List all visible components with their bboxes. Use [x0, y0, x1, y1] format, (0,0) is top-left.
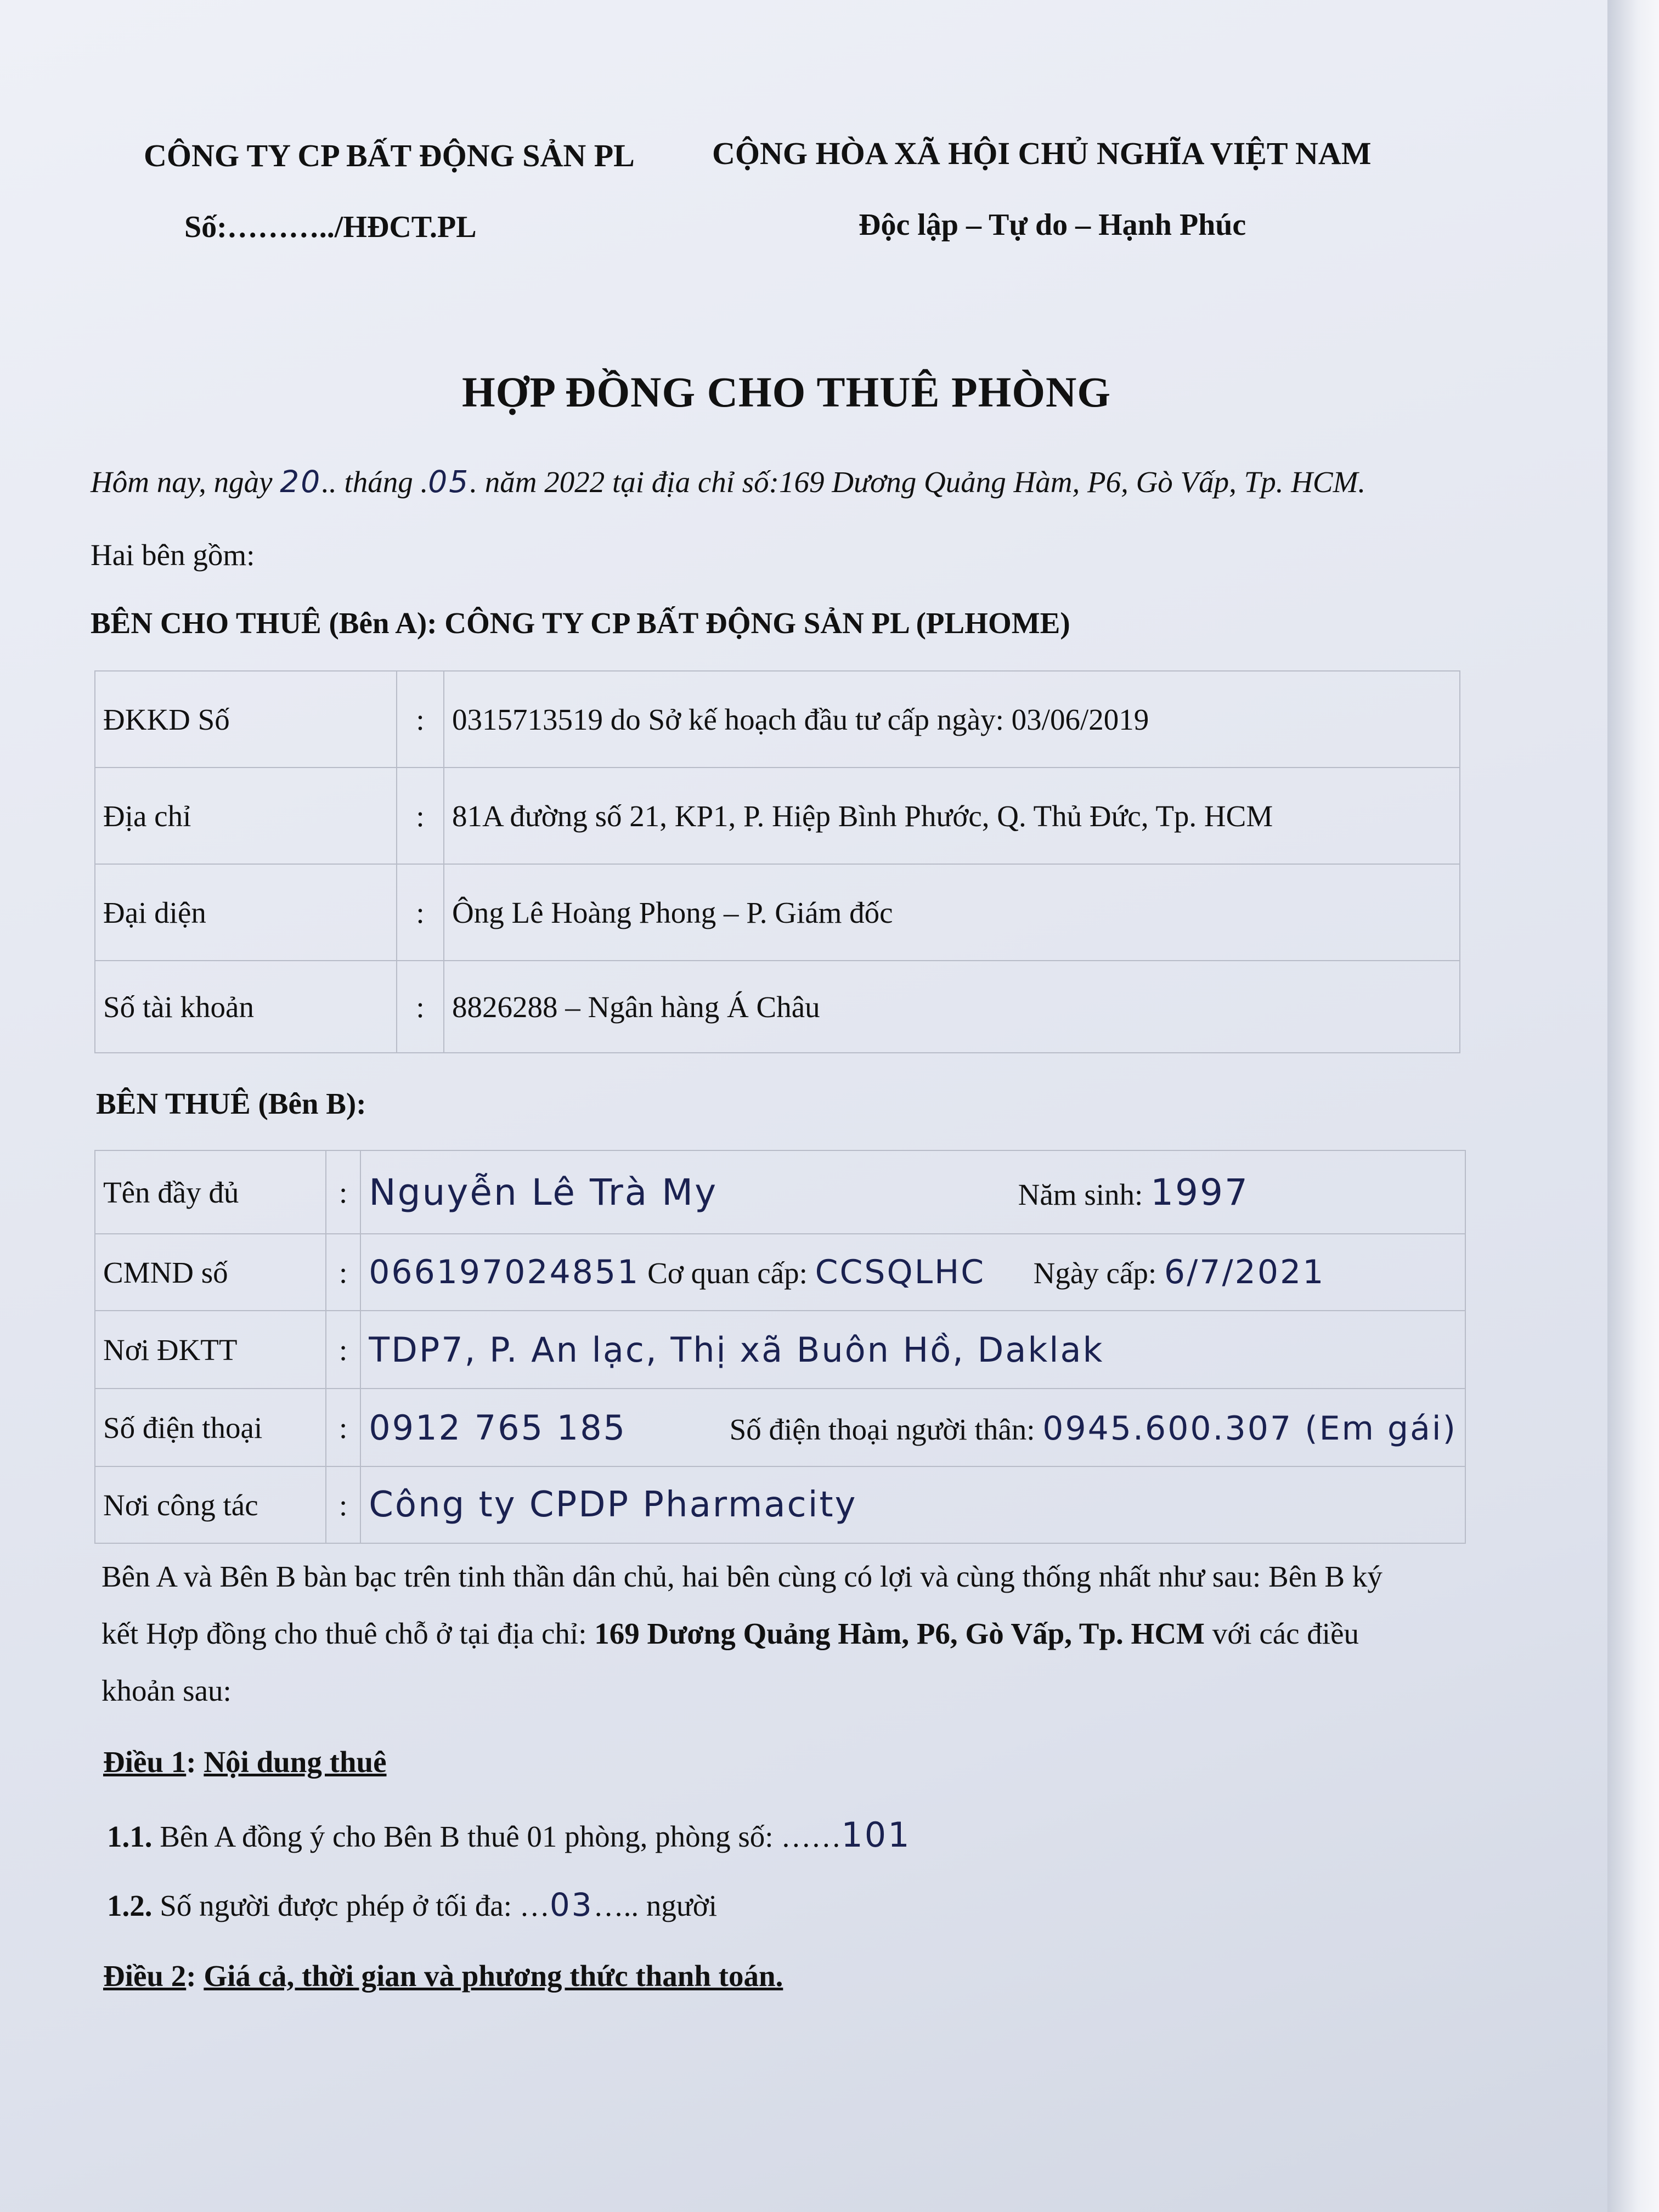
- article-2-label: Điều 2: [103, 1959, 187, 1993]
- row-label: CMND số: [95, 1234, 326, 1311]
- page-edge: [1607, 0, 1659, 2212]
- agreement-line-2-suffix: với các điều: [1204, 1617, 1359, 1650]
- row-colon: :: [397, 671, 444, 768]
- row-value: [360, 1311, 1465, 1389]
- row-colon: :: [326, 1150, 360, 1234]
- row-value: Ông Lê Hoàng Phong – P. Giám đốc: [444, 864, 1460, 961]
- room-number: 101: [841, 1815, 911, 1855]
- party-b-row-name: [95, 1150, 1465, 1234]
- agreement-address: 169 Dương Quảng Hàm, P6, Gò Vấp, Tp. HCM: [594, 1617, 1205, 1650]
- article-2-heading: [103, 1959, 783, 1993]
- row-label: Nơi ĐKTT: [95, 1311, 326, 1389]
- party-b-row-work: [95, 1466, 1465, 1543]
- issue-date-label: Ngày cấp:: [1033, 1256, 1157, 1290]
- document-title: HỢP ĐỒNG CHO THUÊ PHÒNG: [462, 368, 1111, 416]
- phone-number: 0912 765 185: [369, 1407, 627, 1448]
- workplace-value: Công ty CPDP Pharmacity: [369, 1485, 857, 1525]
- row-value: [360, 1234, 1465, 1311]
- party-b-row-residence: [95, 1311, 1465, 1389]
- id-number: 066197024851: [369, 1253, 640, 1291]
- agreement-line-2: [101, 1616, 1359, 1651]
- tenant-name: Nguyễn Lê Trà My: [369, 1171, 718, 1214]
- relative-phone-label: Số điện thoại người thân:: [729, 1412, 1035, 1446]
- birth-year-label: Năm sinh:: [1018, 1177, 1143, 1211]
- national-motto: Độc lập – Tự do – Hạnh Phúc: [859, 208, 1246, 242]
- party-a-heading: BÊN CHO THUÊ (Bên A): CÔNG TY CP BẤT ĐỘNG SẢN PL (PLHOME): [91, 606, 1070, 640]
- date-line: [91, 464, 1365, 499]
- item-2-number: 1.2.: [107, 1889, 153, 1922]
- contract-number: Số:………../HĐCT.PL: [184, 210, 477, 244]
- article-1-label: Điều 1: [103, 1745, 187, 1779]
- row-colon: :: [326, 1389, 360, 1466]
- date-mid: .. tháng .: [321, 465, 428, 499]
- date-day: 20: [280, 464, 322, 499]
- party-b-table: [94, 1150, 1466, 1544]
- row-colon: :: [397, 864, 444, 961]
- row-value: 8826288 – Ngân hàng Á Châu: [444, 961, 1460, 1053]
- party-b-row-phone: [95, 1389, 1465, 1466]
- parties-intro: Hai bên gồm:: [91, 538, 255, 572]
- party-a-row: [95, 961, 1460, 1053]
- date-prefix: Hôm nay, ngày: [91, 465, 280, 499]
- row-label: Số điện thoại: [95, 1389, 326, 1466]
- issue-date: 6/7/2021: [1164, 1253, 1325, 1291]
- row-colon: :: [326, 1311, 360, 1389]
- article-2-sep: :: [186, 1959, 204, 1993]
- article-1-sep: :: [186, 1745, 204, 1779]
- row-colon: :: [397, 961, 444, 1053]
- date-suffix: . năm 2022 tại địa chỉ số:169 Dương Quảng Hàm, P6, Gò Vấp, Tp. HCM.: [470, 465, 1366, 499]
- agreement-line-3: khoản sau:: [101, 1674, 232, 1707]
- party-a-row: [95, 768, 1460, 864]
- date-month: 05: [428, 464, 470, 499]
- issuer-label: Cơ quan cấp:: [647, 1256, 808, 1290]
- item-2-text-b: ….. người: [593, 1889, 718, 1922]
- article-1-item-1: [107, 1815, 911, 1855]
- article-1-title: Nội dung thuê: [204, 1745, 387, 1779]
- residence-value: TDP7, P. An lạc, Thị xã Buôn Hồ, Daklak: [369, 1329, 1104, 1370]
- agreement-line-2-prefix: kết Hợp đồng cho thuê chỗ ở tại địa chỉ:: [101, 1617, 595, 1650]
- party-a-row: [95, 864, 1460, 961]
- party-b-heading: BÊN THUÊ (Bên B):: [96, 1087, 366, 1120]
- item-2-text-a: Số người được phép ở tối đa: …: [152, 1889, 550, 1922]
- row-value: 0315713519 do Sở kế hoạch đầu tư cấp ngày: 03/06/2019: [444, 671, 1460, 768]
- agreement-line-1: Bên A và Bên B bàn bạc trên tinh thần dân chủ, hai bên cùng có lợi và cùng thống nhất như sau: Bên B ký: [101, 1560, 1383, 1593]
- item-1-text: Bên A đồng ý cho Bên B thuê 01 phòng, phòng số: ……: [152, 1820, 842, 1853]
- article-2-title: Giá cả, thời gian và phương thức thanh toán.: [204, 1959, 783, 1993]
- row-label: Số tài khoản: [95, 961, 397, 1053]
- birth-year: 1997: [1150, 1171, 1250, 1214]
- row-value: 81A đường số 21, KP1, P. Hiệp Bình Phước, Q. Thủ Đức, Tp. HCM: [444, 768, 1460, 864]
- article-1-heading: [103, 1745, 387, 1779]
- country-name: CỘNG HÒA XÃ HỘI CHỦ NGHĨA VIỆT NAM: [712, 136, 1372, 171]
- row-colon: :: [397, 768, 444, 864]
- row-colon: :: [326, 1234, 360, 1311]
- party-a-row: [95, 671, 1460, 768]
- row-label: Nơi công tác: [95, 1466, 326, 1543]
- row-label: ĐKKD Số: [95, 671, 397, 768]
- row-colon: :: [326, 1466, 360, 1543]
- party-b-row-id: [95, 1234, 1465, 1311]
- row-label: Tên đầy đủ: [95, 1150, 326, 1234]
- relative-phone: 0945.600.307 (Em gái): [1042, 1409, 1457, 1448]
- row-value: [360, 1389, 1465, 1466]
- party-a-table: [94, 670, 1460, 1053]
- max-occupants: 03: [549, 1886, 594, 1923]
- row-label: Đại diện: [95, 864, 397, 961]
- company-name: CÔNG TY CP BẤT ĐỘNG SẢN PL: [144, 138, 635, 173]
- item-1-number: 1.1.: [107, 1820, 153, 1853]
- article-1-item-2: [107, 1886, 717, 1923]
- row-value: [360, 1150, 1465, 1234]
- issuer-value: CCSQLHC: [815, 1253, 986, 1291]
- row-label: Địa chỉ: [95, 768, 397, 864]
- row-value: [360, 1466, 1465, 1543]
